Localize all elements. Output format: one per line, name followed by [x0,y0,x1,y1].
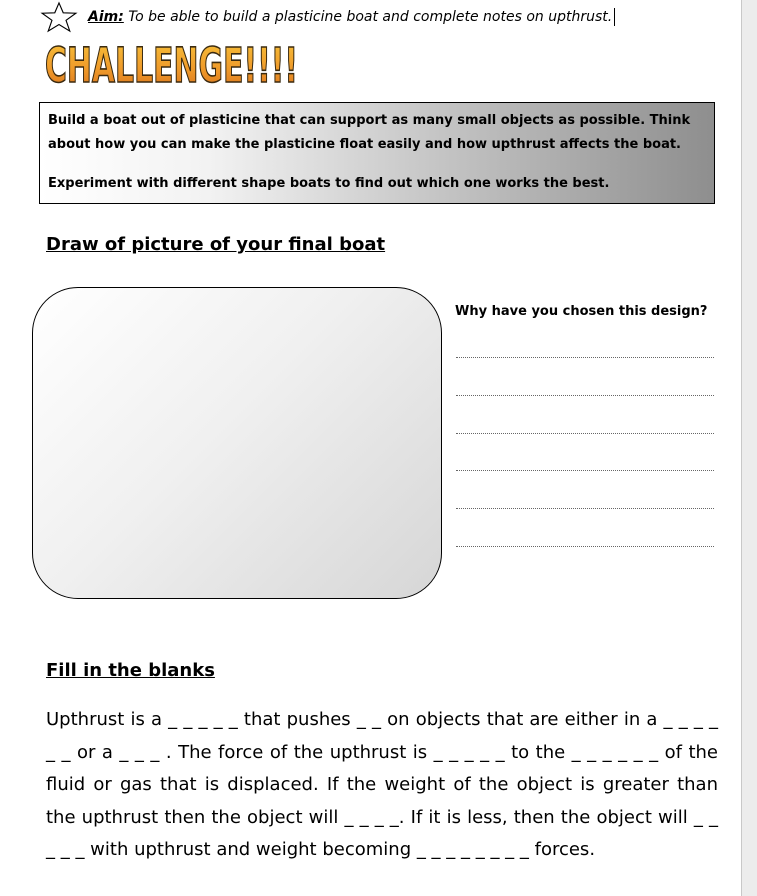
task-line-2: Experiment with different shape boats to find out which one works the best. [48,176,610,191]
answer-line[interactable] [456,470,714,471]
answer-line[interactable] [456,546,714,547]
drawing-area[interactable] [32,287,442,599]
task-line-1: Build a boat out of plasticine that can support as many small objects as possible. Think about how you can make the plasticine float easily and how upthrust affects the boat. [48,113,691,152]
design-question: Why have you chosen this design? [455,304,708,319]
fill-blanks-paragraph: Upthrust is a _ _ _ _ _ that pushes _ _ on objects that are either in a _ _ _ _ _ _ or a _ _ _ . The force of the upthrust is _ _ _ _ _ to the _ _ _ _ _ _ of the fluid or gas that is displaced. If the weight of the object is greater than the upthrust then the object will _ _ _ _. If it is less, then the object will _ _ _ _ _ with upthrust and weight becoming _ _ _ _ _ _ _ _ forces. [46,709,718,860]
answer-line[interactable] [456,433,714,434]
star-icon [40,2,78,32]
aim-label: Aim: [88,9,124,25]
answer-line[interactable] [456,357,714,358]
task-instructions-box [39,102,715,204]
answer-line[interactable] [456,395,714,396]
aim-description: To be able to build a plasticine boat and complete notes on upthrust. [123,9,613,25]
aim-statement [88,8,615,26]
answer-line[interactable] [456,508,714,509]
text-cursor [614,8,615,26]
aim-row [40,2,615,32]
challenge-title [42,33,312,94]
document-background [742,0,757,896]
drawing-heading: Draw of picture of your final boat [46,234,386,255]
fill-blanks-heading: Fill in the blanks [46,660,215,681]
challenge-text: CHALLENGE!!!! [45,38,298,94]
